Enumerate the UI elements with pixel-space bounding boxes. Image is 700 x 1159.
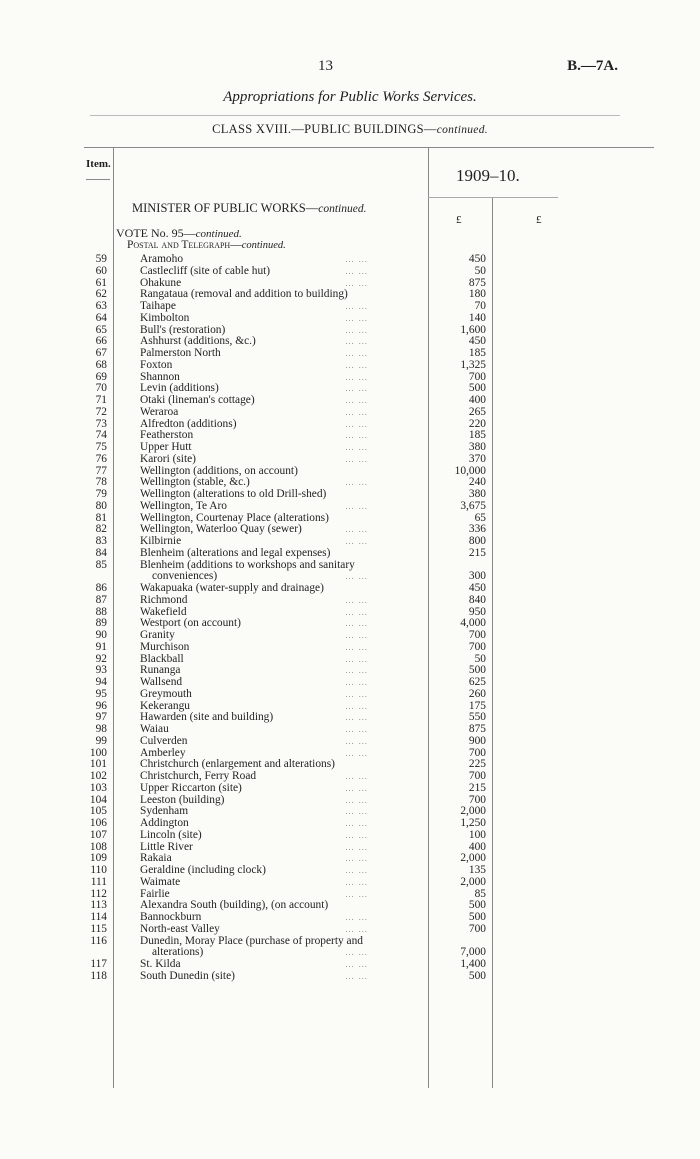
leader-dots: … … <box>345 348 369 358</box>
table-row <box>0 830 700 842</box>
item-amount: 450 <box>468 253 486 265</box>
item-amount: 700 <box>468 629 486 641</box>
leader-dots: … … <box>345 641 369 652</box>
item-amount: 500 <box>468 382 486 395</box>
item-amount: 300 <box>468 570 486 583</box>
item-description: Otaki (lineman's cottage) <box>140 394 255 406</box>
leader-dots: … … <box>345 324 369 335</box>
item-amount: 875 <box>468 276 486 289</box>
leader-dots: … … <box>345 359 369 370</box>
item-number: 89 <box>95 617 107 630</box>
item-description: Blenheim (alterations and legal expenses) <box>140 546 331 559</box>
item-number: 82 <box>95 523 107 536</box>
item-description: Taihape <box>140 300 176 312</box>
item-description: Upper Riccarton (site) <box>140 781 242 794</box>
item-number: 60 <box>95 264 107 277</box>
leader-dots: … … <box>345 606 369 617</box>
item-amount: 875 <box>468 723 486 735</box>
ministry-heading-continued: continued. <box>318 203 367 215</box>
table-row <box>0 360 700 372</box>
item-amount: 3,675 <box>460 499 486 512</box>
table-row <box>0 501 700 513</box>
item-description: Palmerston North <box>140 347 221 359</box>
page-title: Appropriations for Public Works Services. <box>223 89 477 105</box>
item-number: 69 <box>95 370 107 383</box>
leader-dots: … … <box>345 677 369 687</box>
item-amount: 400 <box>468 840 486 853</box>
leader-dots: … … <box>345 630 369 640</box>
item-amount: 450 <box>468 335 486 348</box>
leader-dots: … … <box>345 853 369 864</box>
item-amount: 450 <box>468 582 486 594</box>
item-amount: 85 <box>474 887 486 900</box>
item-number: 70 <box>95 382 107 395</box>
table-row <box>0 642 700 654</box>
item-description: Wellington, Courtenay Place (alterations) <box>140 511 329 524</box>
item-description: Runanga <box>140 664 181 677</box>
item-amount: 370 <box>468 452 486 465</box>
item-description: North-east Valley <box>140 922 220 935</box>
item-amount: 220 <box>468 417 486 430</box>
item-amount: 700 <box>468 370 486 383</box>
table-row <box>0 548 700 560</box>
item-amount: 1,250 <box>460 817 486 829</box>
item-amount: 800 <box>468 535 486 547</box>
item-number: 65 <box>95 323 107 336</box>
item-description: Alexandra South (building), (on account) <box>140 899 329 912</box>
item-number: 71 <box>95 394 107 406</box>
page-number: 13 <box>318 58 333 74</box>
table-row <box>0 865 700 877</box>
table-row <box>0 348 700 360</box>
leader-dots: … … <box>345 395 369 405</box>
item-description: Shannon <box>140 370 180 383</box>
item-description: Addington <box>140 817 189 829</box>
item-amount: 950 <box>468 605 486 618</box>
year-column-header: 1909–10. <box>456 166 520 185</box>
item-number: 111 <box>90 875 107 888</box>
item-number: 68 <box>95 358 107 371</box>
item-amount: 1,600 <box>460 323 486 336</box>
item-amount: 500 <box>468 969 486 982</box>
item-amount: 2,000 <box>460 875 486 888</box>
item-description: Karori (site) <box>140 452 196 465</box>
document-reference: B.—7A. <box>567 58 618 74</box>
leader-dots: … … <box>345 829 369 840</box>
item-number: 105 <box>89 805 107 818</box>
item-description: Geraldine (including clock) <box>140 864 266 876</box>
leader-dots: … … <box>345 665 369 676</box>
leader-dots: … … <box>345 700 369 711</box>
item-amount: 700 <box>468 770 486 782</box>
item-number: 109 <box>89 852 107 865</box>
item-amount: 2,000 <box>460 852 486 865</box>
table-row <box>0 407 700 419</box>
item-number: 67 <box>95 347 107 359</box>
table-row <box>0 959 700 971</box>
table-row <box>0 301 700 313</box>
leader-dots: … … <box>345 888 369 899</box>
leader-dots: … … <box>345 536 369 546</box>
item-amount: 380 <box>468 488 486 500</box>
table-row <box>0 971 700 983</box>
item-description: Aramoho <box>140 253 184 265</box>
item-description: Dunedin, Moray Place (purchase of property and <box>140 934 363 947</box>
item-number: 77 <box>95 464 107 477</box>
item-description: Christchurch (enlargement and alterations) <box>140 758 335 771</box>
leader-dots: … … <box>345 747 369 758</box>
table-row <box>0 818 700 830</box>
leader-dots: … … <box>345 959 369 969</box>
item-description: conveniences) <box>152 570 218 583</box>
item-number: 64 <box>95 311 107 324</box>
item-description: Weraroa <box>140 405 179 418</box>
item-amount: 65 <box>474 511 486 524</box>
leader-dots: … … <box>345 876 369 887</box>
item-number: 74 <box>95 429 107 442</box>
item-amount: 50 <box>474 264 486 277</box>
item-amount: 840 <box>468 593 486 606</box>
item-amount: 500 <box>468 911 486 923</box>
item-description: Wellington (stable, &c.) <box>140 476 250 489</box>
item-description: Waiau <box>140 723 169 735</box>
leader-dots: … … <box>345 383 369 394</box>
item-number: 102 <box>89 770 107 782</box>
item-description: Sydenham <box>140 805 189 818</box>
item-description: Alfredton (additions) <box>140 417 237 430</box>
item-number: 101 <box>89 758 107 771</box>
table-row <box>0 924 700 936</box>
item-description: Castlecliff (site of cable hut) <box>140 264 271 277</box>
leader-dots: … … <box>345 265 369 276</box>
leader-dots: … … <box>345 782 369 793</box>
item-description: Wallsend <box>140 676 183 688</box>
item-description: Greymouth <box>140 687 192 700</box>
leader-dots: … … <box>345 688 369 699</box>
item-description: Richmond <box>140 593 188 606</box>
item-amount: 700 <box>468 793 486 806</box>
item-column-header: Item. <box>86 158 111 170</box>
item-number: 93 <box>95 664 107 677</box>
item-amount: 625 <box>468 676 486 688</box>
item-number: 63 <box>95 300 107 312</box>
item-amount: 336 <box>468 523 486 536</box>
leader-dots: … … <box>345 371 369 382</box>
item-description: Granity <box>140 629 175 641</box>
item-amount: 225 <box>468 758 486 771</box>
item-amount: 500 <box>468 664 486 677</box>
table-row <box>0 454 700 466</box>
item-number: 104 <box>89 793 107 806</box>
item-number: 98 <box>95 723 107 735</box>
table-row <box>0 536 700 548</box>
item-description: Westport (on account) <box>140 617 241 630</box>
item-number: 83 <box>95 535 107 547</box>
item-number: 108 <box>89 840 107 853</box>
item-number: 79 <box>95 488 107 500</box>
item-number: 116 <box>90 934 107 947</box>
leader-dots: … … <box>345 771 369 781</box>
table-row <box>0 783 700 795</box>
pound-sign-left: £ <box>456 214 462 226</box>
item-description: Culverden <box>140 734 188 747</box>
table-row <box>0 771 700 783</box>
item-amount: 215 <box>468 781 486 794</box>
leader-dots: … … <box>345 571 369 582</box>
leader-dots: … … <box>345 735 369 746</box>
item-description: Christchurch, Ferry Road <box>140 770 257 782</box>
class-heading-continued: continued. <box>436 124 488 136</box>
item-number: 103 <box>89 781 107 794</box>
item-amount: 70 <box>474 300 486 312</box>
table-row <box>0 254 700 266</box>
item-description: Bannockburn <box>140 911 202 923</box>
item-description: Bull's (restoration) <box>140 323 226 336</box>
item-number: 100 <box>89 746 107 759</box>
subsection-heading-continued: continued. <box>241 240 286 251</box>
item-amount: 380 <box>468 441 486 453</box>
subsection-heading-main: Postal and Telegraph— <box>127 239 242 251</box>
leader-dots: … … <box>345 923 369 934</box>
item-number: 112 <box>90 887 107 900</box>
item-description: Leeston (building) <box>140 793 225 806</box>
item-number: 106 <box>89 817 107 829</box>
item-number: 115 <box>90 922 107 935</box>
item-amount: 700 <box>468 640 486 653</box>
item-amount: 700 <box>468 746 486 759</box>
item-description: Upper Hutt <box>140 441 192 453</box>
item-amount: 240 <box>468 476 486 489</box>
appropriation-rows <box>0 254 700 983</box>
item-number: 59 <box>95 253 107 265</box>
item-number: 92 <box>95 652 107 665</box>
item-amount: 500 <box>468 899 486 912</box>
title-rule <box>90 115 620 116</box>
item-amount: 7,000 <box>460 946 486 959</box>
table-row <box>0 442 700 454</box>
item-description: Wakefield <box>140 605 187 618</box>
item-head-underline <box>86 179 110 180</box>
item-number: 85 <box>95 558 107 571</box>
class-heading-main: CLASS XVIII.—PUBLIC BUILDINGS— <box>212 122 437 136</box>
item-number: 84 <box>95 546 107 559</box>
vote-heading-main: VOTE No. 95— <box>116 226 196 240</box>
leader-dots: … … <box>345 970 369 981</box>
leader-dots: … … <box>345 653 369 664</box>
item-amount: 100 <box>468 828 486 841</box>
table-row <box>0 583 700 595</box>
table-top-rule <box>84 147 654 148</box>
ministry-heading <box>132 201 366 216</box>
vote-heading-continued: continued. <box>195 228 242 240</box>
item-number: 75 <box>95 441 107 453</box>
item-description: Lincoln (site) <box>140 828 202 841</box>
item-number: 113 <box>90 899 107 912</box>
leader-dots: … … <box>345 500 369 511</box>
item-amount: 10,000 <box>454 464 486 477</box>
item-number: 118 <box>90 969 107 982</box>
item-number: 72 <box>95 405 107 418</box>
item-amount: 180 <box>468 288 486 301</box>
leader-dots: … … <box>345 477 369 488</box>
table-row <box>0 689 700 701</box>
item-number: 90 <box>95 629 107 641</box>
year-head-underline <box>428 197 558 198</box>
table-row <box>0 489 700 501</box>
item-amount: 215 <box>468 546 486 559</box>
item-description: Blenheim (additions to workshops and sanitary <box>140 558 355 571</box>
item-description: Wellington, Te Aro <box>140 499 227 512</box>
item-amount: 4,000 <box>460 617 486 630</box>
item-description: Fairlie <box>140 887 170 900</box>
item-description: South Dunedin (site) <box>140 969 235 982</box>
leader-dots: … … <box>345 912 369 922</box>
leader-dots: … … <box>345 865 369 875</box>
item-number: 61 <box>95 276 107 289</box>
table-row <box>0 936 700 948</box>
item-description: Rakaia <box>140 852 172 865</box>
leader-dots: … … <box>345 594 369 605</box>
item-number: 73 <box>95 417 107 430</box>
leader-dots: … … <box>345 794 369 805</box>
item-amount: 900 <box>468 734 486 747</box>
item-amount: 50 <box>474 652 486 665</box>
item-number: 99 <box>95 734 107 747</box>
item-description: Kilbirnie <box>140 535 182 547</box>
item-description: Ashhurst (additions, &c.) <box>140 335 256 348</box>
table-row <box>0 595 700 607</box>
item-number: 91 <box>95 640 107 653</box>
item-amount: 400 <box>468 394 486 406</box>
leader-dots: … … <box>345 406 369 417</box>
item-number: 78 <box>95 476 107 489</box>
leader-dots: … … <box>345 724 369 734</box>
item-description: Ohakune <box>140 276 182 289</box>
item-description: Featherston <box>140 429 194 442</box>
item-number: 80 <box>95 499 107 512</box>
item-number: 95 <box>95 687 107 700</box>
table-row <box>0 877 700 889</box>
leader-dots: … … <box>345 818 369 828</box>
leader-dots: … … <box>345 254 369 264</box>
table-row <box>0 677 700 689</box>
item-amount: 140 <box>468 311 486 324</box>
leader-dots: … … <box>345 712 369 723</box>
item-description: Little River <box>140 840 193 853</box>
item-description: St. Kilda <box>140 958 181 970</box>
item-number: 110 <box>90 864 107 876</box>
item-amount: 135 <box>468 864 486 876</box>
table-row <box>0 630 700 642</box>
item-number: 97 <box>95 711 107 724</box>
item-description: Wellington (additions, on account) <box>140 464 298 477</box>
item-description: alterations) <box>152 946 204 959</box>
item-number: 87 <box>95 593 107 606</box>
leader-dots: … … <box>345 301 369 311</box>
item-amount: 550 <box>468 711 486 724</box>
pound-sign-right: £ <box>536 214 542 226</box>
ministry-heading-main: MINISTER OF PUBLIC WORKS— <box>132 201 319 215</box>
item-description: Kekerangu <box>140 699 190 712</box>
item-description: Wakapuaka (water-supply and drainage) <box>140 582 324 594</box>
item-description: Foxton <box>140 358 173 371</box>
item-amount: 700 <box>468 922 486 935</box>
item-description: Wellington (alterations to old Drill-shed) <box>140 488 327 500</box>
item-number: 81 <box>95 511 107 524</box>
leader-dots: … … <box>345 806 369 817</box>
item-amount: 260 <box>468 687 486 700</box>
leader-dots: … … <box>345 418 369 429</box>
table-row <box>0 266 700 278</box>
table-row <box>0 736 700 748</box>
table-row <box>0 724 700 736</box>
item-number: 117 <box>90 958 107 970</box>
item-number: 107 <box>89 828 107 841</box>
item-number: 114 <box>90 911 107 923</box>
leader-dots: … … <box>345 618 369 629</box>
class-heading <box>0 122 700 137</box>
item-description: Waimate <box>140 875 181 888</box>
item-description: Blackball <box>140 652 184 665</box>
item-number: 88 <box>95 605 107 618</box>
item-amount: 2,000 <box>460 805 486 818</box>
leader-dots: … … <box>345 430 369 441</box>
item-description: Levin (additions) <box>140 382 219 395</box>
item-description: Hawarden (site and building) <box>140 711 274 724</box>
item-description: Amberley <box>140 746 186 759</box>
subsection-heading <box>127 239 286 251</box>
item-description: Murchison <box>140 640 190 653</box>
item-number: 62 <box>95 288 107 301</box>
item-description: Rangataua (removal and addition to building) <box>140 288 348 301</box>
item-number: 66 <box>95 335 107 348</box>
item-amount: 175 <box>468 699 486 712</box>
leader-dots: … … <box>345 312 369 323</box>
table-row <box>0 395 700 407</box>
item-amount: 185 <box>468 347 486 359</box>
item-description: Wellington, Waterloo Quay (sewer) <box>140 523 302 536</box>
table-row <box>0 313 700 325</box>
table-row <box>0 912 700 924</box>
item-description: Kimbolton <box>140 311 190 324</box>
item-number: 86 <box>95 582 107 594</box>
leader-dots: … … <box>345 336 369 347</box>
leader-dots: … … <box>345 947 369 958</box>
item-amount: 1,325 <box>460 358 486 371</box>
item-amount: 1,400 <box>460 958 486 970</box>
leader-dots: … … <box>345 277 369 288</box>
item-number: 76 <box>95 452 107 465</box>
leader-dots: … … <box>345 524 369 535</box>
leader-dots: … … <box>345 453 369 464</box>
leader-dots: … … <box>345 442 369 452</box>
item-amount: 185 <box>468 429 486 442</box>
leader-dots: … … <box>345 841 369 852</box>
item-number: 96 <box>95 699 107 712</box>
item-number: 94 <box>95 676 107 688</box>
table-row <box>0 560 700 572</box>
item-amount: 265 <box>468 405 486 418</box>
